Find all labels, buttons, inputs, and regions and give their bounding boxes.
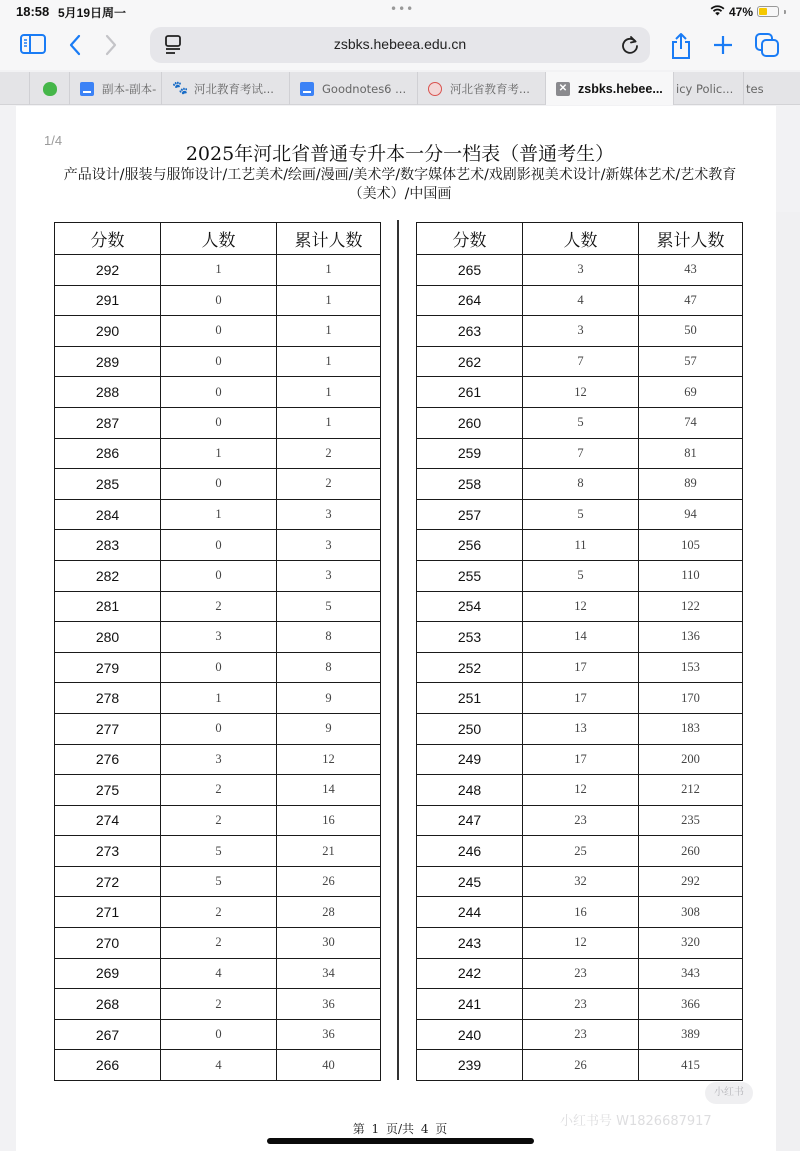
cell-count: 0 (161, 469, 277, 500)
tab-label: zsbks.hebee... (578, 81, 663, 96)
document-subtitle: 产品设计/服装与服饰设计/工艺美术/绘画/漫画/美术学/数字媒体艺术/戏剧影视美术设计/新媒体艺术/艺术教育（美术）/中国画 (63, 167, 737, 202)
tab-3[interactable] (290, 72, 418, 105)
cell-score: 269 (55, 958, 161, 989)
table-row (417, 469, 743, 500)
cell-score: 243 (417, 928, 523, 959)
table-row (55, 1019, 381, 1050)
cell-score: 287 (55, 407, 161, 438)
table-row (55, 622, 381, 653)
cell-cumulative: 9 (277, 683, 381, 714)
table-row (55, 377, 381, 408)
cell-count: 17 (523, 744, 639, 775)
cell-score: 271 (55, 897, 161, 928)
cell-count: 8 (523, 469, 639, 500)
forward-icon[interactable] (104, 34, 118, 56)
cell-cumulative: 110 (639, 560, 743, 591)
cell-cumulative: 16 (277, 805, 381, 836)
table-row (55, 836, 381, 867)
table-row (417, 591, 743, 622)
cell-score: 242 (417, 958, 523, 989)
cell-score: 285 (55, 469, 161, 500)
cell-score: 253 (417, 622, 523, 653)
table-row (417, 622, 743, 653)
cell-score: 239 (417, 1050, 523, 1081)
cell-score: 275 (55, 775, 161, 806)
cell-cumulative: 5 (277, 591, 381, 622)
cell-cumulative: 212 (639, 775, 743, 806)
cell-cumulative: 1 (277, 346, 381, 377)
cell-cumulative: 26 (277, 866, 381, 897)
tab-label: 河北教育考试... (194, 81, 274, 96)
scrollbar-track[interactable] (776, 212, 800, 1151)
cell-count: 0 (161, 713, 277, 744)
cell-cumulative: 2 (277, 438, 381, 469)
cell-score: 280 (55, 622, 161, 653)
share-icon[interactable] (670, 32, 692, 60)
table-row (55, 805, 381, 836)
cell-score: 272 (55, 866, 161, 897)
table-row (417, 866, 743, 897)
cell-cumulative: 50 (639, 316, 743, 347)
table-row (417, 713, 743, 744)
table-row (417, 805, 743, 836)
cell-cumulative: 308 (639, 897, 743, 928)
cell-cumulative: 28 (277, 897, 381, 928)
cell-count: 4 (523, 285, 639, 316)
column-divider (397, 220, 399, 1080)
column-header-count: 人数 (161, 223, 277, 255)
cell-score: 258 (417, 469, 523, 500)
cell-cumulative: 1 (277, 255, 381, 286)
cell-cumulative: 105 (639, 530, 743, 561)
cell-cumulative: 1 (277, 377, 381, 408)
battery-cap (784, 10, 786, 14)
cell-score: 249 (417, 744, 523, 775)
cell-score: 292 (55, 255, 161, 286)
cell-count: 7 (523, 438, 639, 469)
cell-count: 25 (523, 836, 639, 867)
cell-cumulative: 136 (639, 622, 743, 653)
cell-count: 23 (523, 805, 639, 836)
cell-score: 288 (55, 377, 161, 408)
document-viewer[interactable] (0, 106, 800, 1151)
cell-cumulative: 81 (639, 438, 743, 469)
cell-count: 0 (161, 530, 277, 561)
cell-score: 254 (417, 591, 523, 622)
table-row (417, 255, 743, 286)
battery-icon (757, 6, 779, 17)
table-row (55, 713, 381, 744)
status-time: 18:58 (16, 4, 50, 19)
cell-cumulative: 36 (277, 1019, 381, 1050)
cell-count: 0 (161, 560, 277, 591)
cell-score: 245 (417, 866, 523, 897)
page-indicator: 1/4 (44, 133, 63, 148)
tab-1[interactable] (70, 72, 162, 105)
document-favicon-icon (80, 82, 94, 96)
cell-count: 11 (523, 530, 639, 561)
status-right (710, 4, 786, 19)
score-table-right-body (417, 255, 743, 1081)
cell-score: 255 (417, 560, 523, 591)
cell-score: 262 (417, 346, 523, 377)
tab-label: tes (746, 81, 764, 96)
cell-count: 5 (523, 499, 639, 530)
column-header-score: 分数 (417, 223, 523, 255)
table-row (55, 1050, 381, 1081)
status-date: 5月19日周一 (58, 6, 127, 20)
score-table-left (54, 222, 381, 1081)
cell-score: 260 (417, 407, 523, 438)
tab-label: 副本-副本- (102, 81, 157, 96)
cell-cumulative: 9 (277, 713, 381, 744)
document-title: 2025年河北省普通专升本一分一档表（普通考生） (185, 143, 615, 165)
cell-cumulative: 2 (277, 469, 381, 500)
cell-count: 7 (523, 346, 639, 377)
cell-score: 270 (55, 928, 161, 959)
paw-favicon-icon: 🐾 (172, 80, 189, 96)
table-row (417, 683, 743, 714)
cell-score: 248 (417, 775, 523, 806)
cell-count: 14 (523, 622, 639, 653)
cell-cumulative: 320 (639, 928, 743, 959)
table-row (417, 530, 743, 561)
cell-score: 277 (55, 713, 161, 744)
cell-count: 17 (523, 652, 639, 683)
url-text[interactable]: zsbks.hebeea.edu.cn (333, 36, 467, 52)
cell-cumulative: 366 (639, 989, 743, 1020)
table-row (55, 407, 381, 438)
cell-count: 2 (161, 775, 277, 806)
cell-count: 13 (523, 713, 639, 744)
cell-cumulative: 36 (277, 989, 381, 1020)
cell-score: 246 (417, 836, 523, 867)
table-row (55, 255, 381, 286)
cell-cumulative: 1 (277, 407, 381, 438)
tab-5-active[interactable] (546, 72, 674, 105)
multitasking-dots[interactable]: ••• (390, 2, 415, 16)
cell-cumulative: 170 (639, 683, 743, 714)
table-row (55, 775, 381, 806)
cell-count: 2 (161, 805, 277, 836)
cell-count: 1 (161, 438, 277, 469)
cell-score: 251 (417, 683, 523, 714)
seal-favicon-icon (428, 82, 442, 96)
table-row (55, 499, 381, 530)
cell-count: 3 (161, 744, 277, 775)
watermark-badge: 小红书 (705, 1082, 753, 1104)
cell-count: 2 (161, 928, 277, 959)
wifi-icon (710, 4, 725, 19)
cell-cumulative: 1 (277, 316, 381, 347)
cell-count: 23 (523, 989, 639, 1020)
browser-toolbar (0, 24, 800, 70)
tab-label: icy Polic... (676, 81, 734, 96)
cell-cumulative: 122 (639, 591, 743, 622)
cell-count: 12 (523, 928, 639, 959)
tab-overflow-left[interactable] (0, 72, 30, 105)
column-header-count: 人数 (523, 223, 639, 255)
cell-score: 268 (55, 989, 161, 1020)
table-row (55, 285, 381, 316)
cell-count: 3 (523, 316, 639, 347)
home-indicator[interactable] (267, 1138, 534, 1144)
cell-count: 5 (161, 866, 277, 897)
cell-count: 2 (161, 989, 277, 1020)
table-row (55, 928, 381, 959)
cell-score: 263 (417, 316, 523, 347)
table-row (417, 897, 743, 928)
cell-cumulative: 153 (639, 652, 743, 683)
cell-score: 273 (55, 836, 161, 867)
cell-cumulative: 47 (639, 285, 743, 316)
cell-count: 5 (523, 407, 639, 438)
cell-cumulative: 69 (639, 377, 743, 408)
cell-score: 274 (55, 805, 161, 836)
cell-score: 283 (55, 530, 161, 561)
table-row (417, 499, 743, 530)
document-favicon-icon (300, 82, 314, 96)
tabs-overview-icon[interactable] (754, 32, 780, 58)
cell-count: 3 (523, 255, 639, 286)
cell-cumulative: 415 (639, 1050, 743, 1081)
table-row (55, 989, 381, 1020)
cell-cumulative: 14 (277, 775, 381, 806)
cell-count: 0 (161, 652, 277, 683)
table-row (55, 744, 381, 775)
cell-score: 256 (417, 530, 523, 561)
cell-count: 23 (523, 958, 639, 989)
table-row (417, 836, 743, 867)
table-row (417, 407, 743, 438)
tab-label: 河北省教育考... (450, 81, 530, 96)
cell-count: 0 (161, 316, 277, 347)
cell-cumulative: 12 (277, 744, 381, 775)
tab-2[interactable] (162, 72, 290, 105)
score-table-left-body (55, 255, 381, 1081)
cell-cumulative: 389 (639, 1019, 743, 1050)
cell-cumulative: 40 (277, 1050, 381, 1081)
cell-count: 4 (161, 958, 277, 989)
cell-count: 0 (161, 346, 277, 377)
table-row (55, 438, 381, 469)
cell-count: 26 (523, 1050, 639, 1081)
battery-percent: 47% (728, 4, 753, 19)
cell-score: 250 (417, 713, 523, 744)
cell-score: 267 (55, 1019, 161, 1050)
cell-cumulative: 235 (639, 805, 743, 836)
leaf-favicon-icon (43, 82, 57, 96)
cell-cumulative: 74 (639, 407, 743, 438)
cell-count: 12 (523, 377, 639, 408)
cell-cumulative: 343 (639, 958, 743, 989)
cell-cumulative: 57 (639, 346, 743, 377)
cell-cumulative: 1 (277, 285, 381, 316)
tab-bar (0, 72, 800, 105)
cell-cumulative: 21 (277, 836, 381, 867)
close-tab-icon[interactable]: ✕ (556, 82, 570, 96)
table-row (417, 346, 743, 377)
cell-count: 17 (523, 683, 639, 714)
back-icon[interactable] (68, 34, 82, 56)
tab-0[interactable] (30, 72, 70, 105)
reload-icon[interactable] (620, 35, 640, 59)
cell-count: 16 (523, 897, 639, 928)
cell-count: 12 (523, 775, 639, 806)
cell-score: 278 (55, 683, 161, 714)
table-row (55, 683, 381, 714)
cell-score: 282 (55, 560, 161, 591)
table-row (55, 346, 381, 377)
table-row (417, 775, 743, 806)
table-row (417, 1019, 743, 1050)
cell-cumulative: 3 (277, 499, 381, 530)
cell-count: 32 (523, 866, 639, 897)
table-row (417, 928, 743, 959)
cell-cumulative: 89 (639, 469, 743, 500)
table-row (55, 560, 381, 591)
cell-score: 281 (55, 591, 161, 622)
tab-6[interactable] (674, 72, 744, 105)
cell-cumulative: 43 (639, 255, 743, 286)
cell-score: 240 (417, 1019, 523, 1050)
cell-score: 265 (417, 255, 523, 286)
table-row (417, 989, 743, 1020)
cell-cumulative: 292 (639, 866, 743, 897)
cell-score: 276 (55, 744, 161, 775)
cell-count: 12 (523, 591, 639, 622)
cell-count: 1 (161, 683, 277, 714)
tab-label: Goodnotes6 ... (322, 81, 407, 96)
cell-cumulative: 8 (277, 652, 381, 683)
sidebar-icon[interactable] (20, 34, 46, 54)
cell-cumulative: 3 (277, 560, 381, 591)
column-header-score: 分数 (55, 223, 161, 255)
address-bar[interactable] (150, 27, 650, 63)
cell-score: 264 (417, 285, 523, 316)
cell-score: 247 (417, 805, 523, 836)
table-row (417, 560, 743, 591)
cell-count: 3 (161, 622, 277, 653)
table-row (417, 438, 743, 469)
table-row (417, 316, 743, 347)
table-row (417, 377, 743, 408)
column-header-cumulative: 累计人数 (277, 223, 381, 255)
cell-count: 4 (161, 1050, 277, 1081)
cell-cumulative: 34 (277, 958, 381, 989)
cell-count: 1 (161, 499, 277, 530)
cell-cumulative: 260 (639, 836, 743, 867)
cell-count: 5 (161, 836, 277, 867)
score-table-right (416, 222, 743, 1081)
table-row (417, 958, 743, 989)
cell-score: 289 (55, 346, 161, 377)
table-row (55, 530, 381, 561)
cell-cumulative: 8 (277, 622, 381, 653)
cell-count: 0 (161, 377, 277, 408)
table-row (417, 1050, 743, 1081)
cell-count: 2 (161, 897, 277, 928)
cell-count: 23 (523, 1019, 639, 1050)
table-row (55, 958, 381, 989)
cell-score: 284 (55, 499, 161, 530)
table-row (417, 652, 743, 683)
tab-7[interactable] (744, 72, 800, 105)
table-row (55, 316, 381, 347)
cell-count: 5 (523, 560, 639, 591)
cell-score: 279 (55, 652, 161, 683)
watermark-text: 小红书号 W1826687917 (560, 1114, 712, 1129)
page-footer: 第 1 页/共 4 页 (352, 1122, 448, 1136)
cell-score: 261 (417, 377, 523, 408)
table-row (417, 744, 743, 775)
cell-cumulative: 3 (277, 530, 381, 561)
cell-score: 244 (417, 897, 523, 928)
table-row (55, 652, 381, 683)
cell-score: 290 (55, 316, 161, 347)
table-row (417, 285, 743, 316)
cell-score: 257 (417, 499, 523, 530)
column-header-cumulative: 累计人数 (639, 223, 743, 255)
cell-cumulative: 183 (639, 713, 743, 744)
cell-count: 0 (161, 285, 277, 316)
table-row (55, 591, 381, 622)
cell-cumulative: 94 (639, 499, 743, 530)
cell-score: 241 (417, 989, 523, 1020)
cell-score: 266 (55, 1050, 161, 1081)
cell-count: 0 (161, 407, 277, 438)
cell-score: 259 (417, 438, 523, 469)
cell-score: 291 (55, 285, 161, 316)
table-row (55, 897, 381, 928)
new-tab-icon[interactable] (712, 34, 734, 56)
table-row (55, 469, 381, 500)
cell-cumulative: 30 (277, 928, 381, 959)
cell-count: 2 (161, 591, 277, 622)
cell-score: 286 (55, 438, 161, 469)
cell-cumulative: 200 (639, 744, 743, 775)
table-row (55, 866, 381, 897)
cell-score: 252 (417, 652, 523, 683)
cell-count: 0 (161, 1019, 277, 1050)
status-bar (0, 0, 800, 24)
cell-count: 1 (161, 255, 277, 286)
tab-4[interactable] (418, 72, 546, 105)
